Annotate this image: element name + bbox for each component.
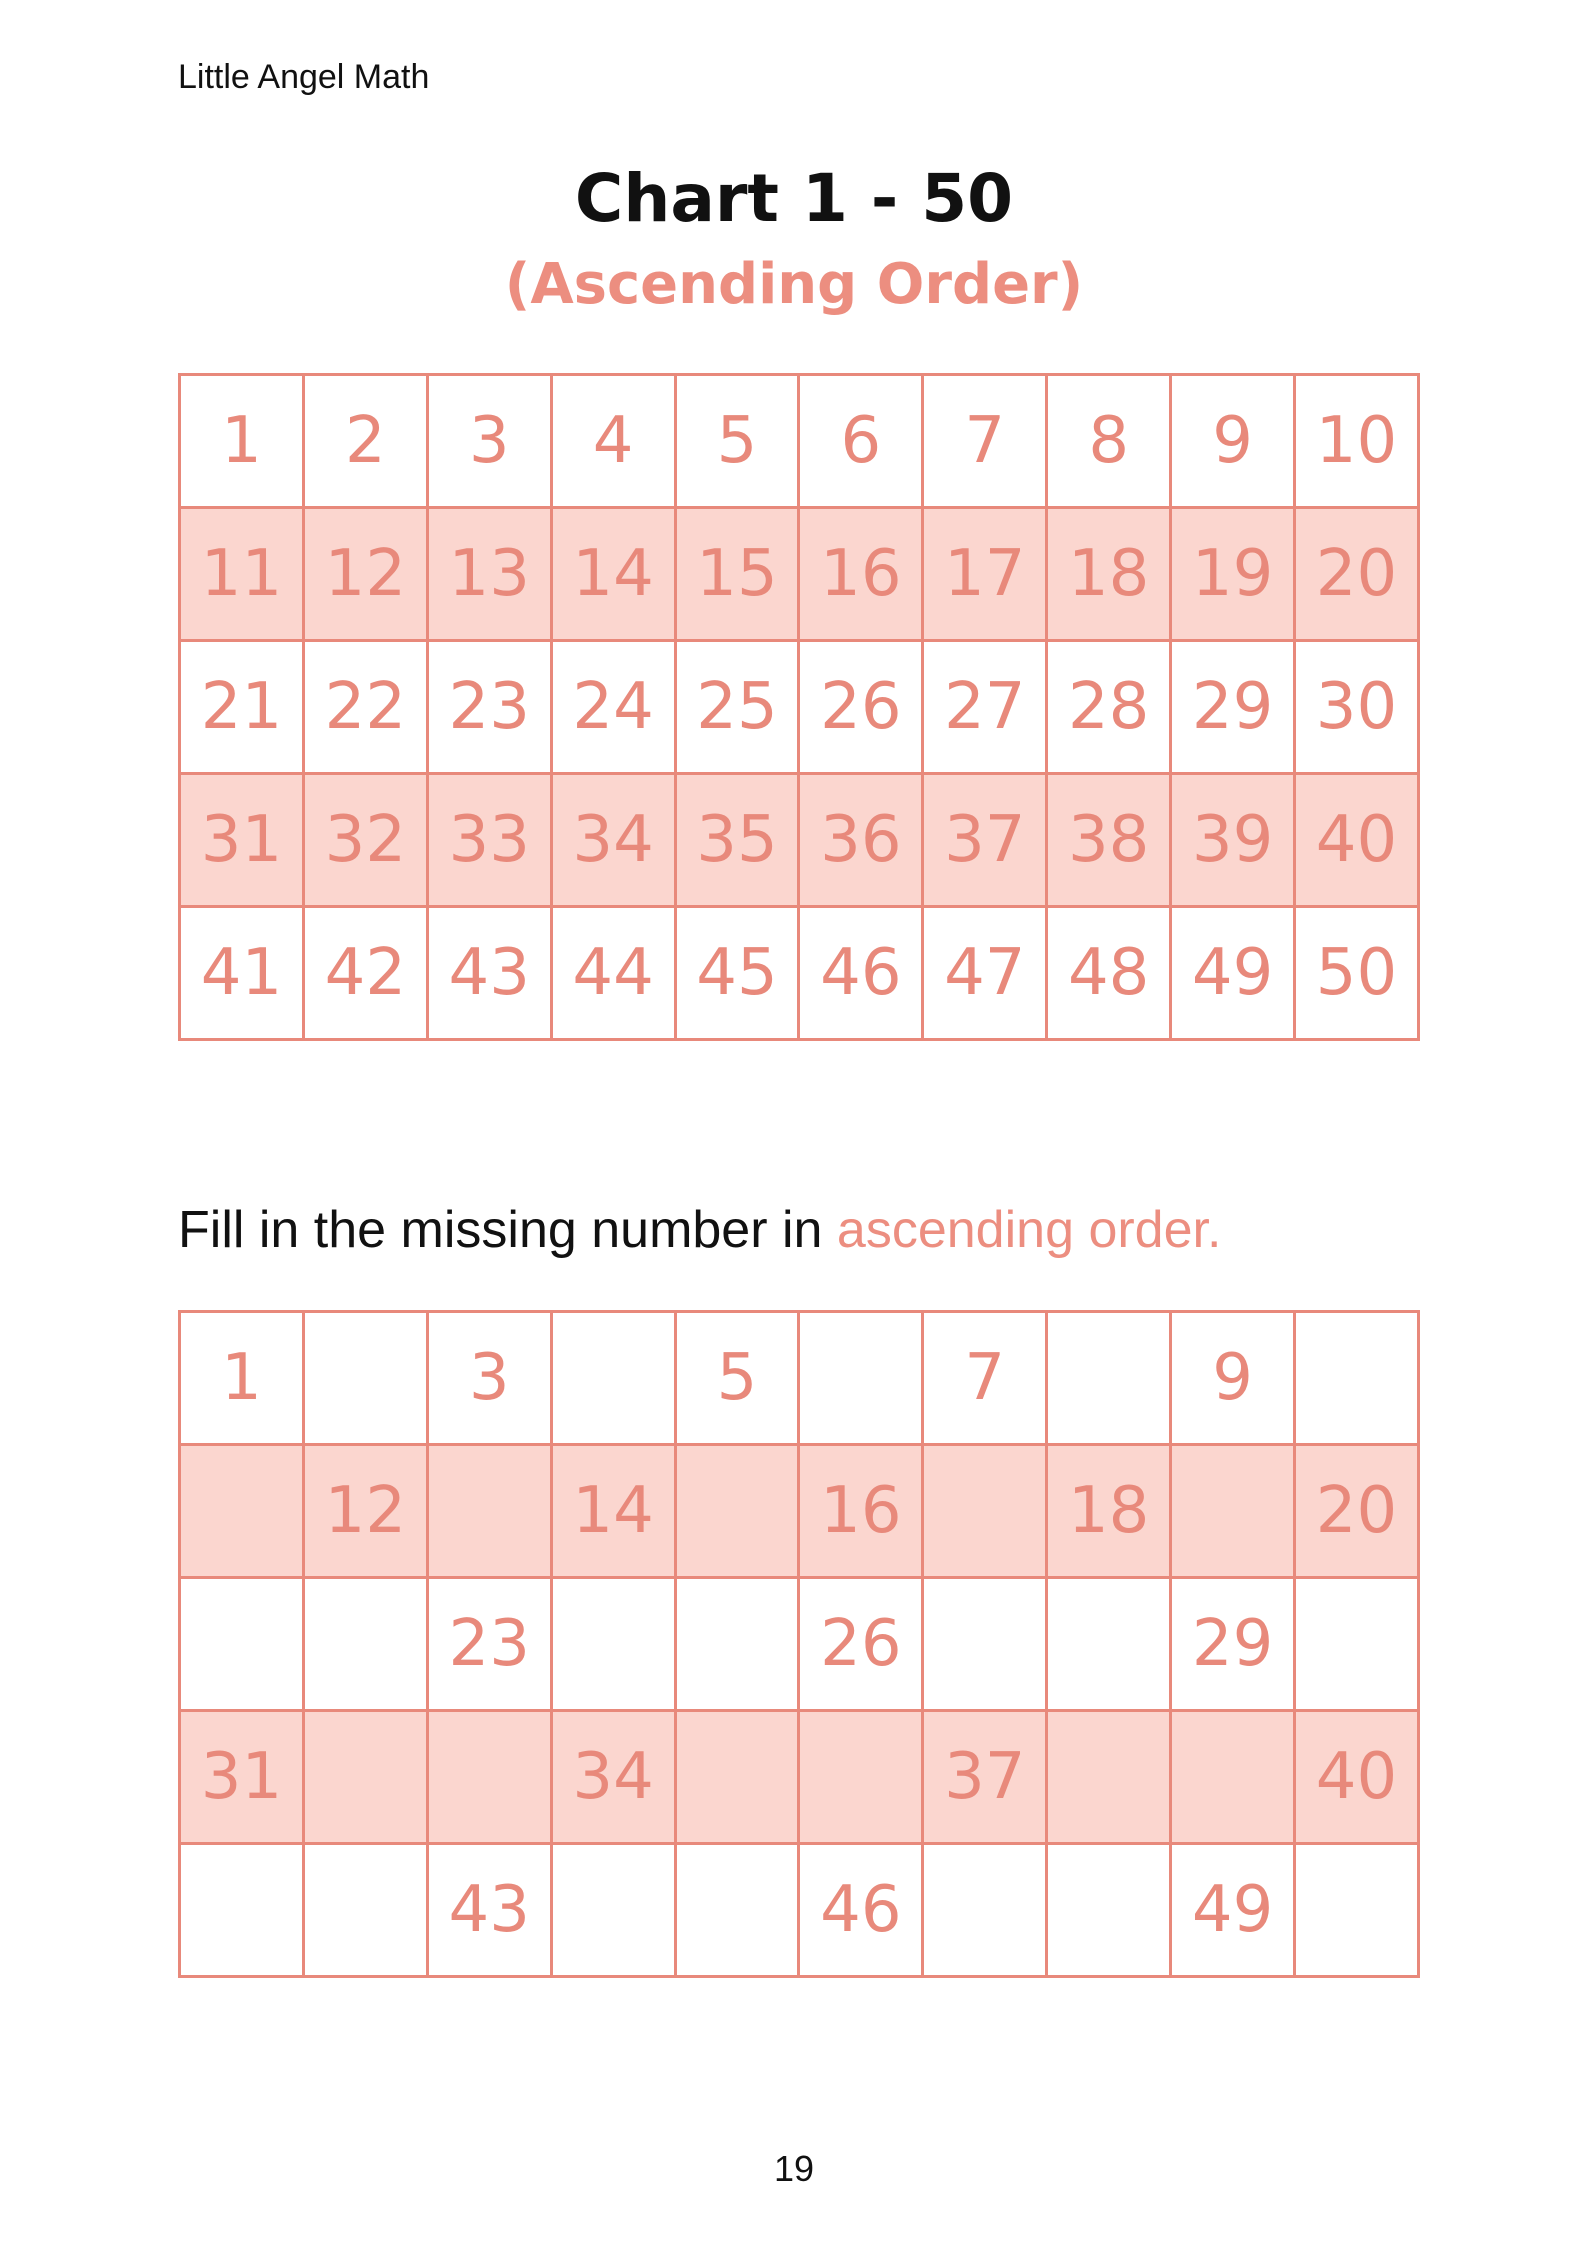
exercise-blank-cell[interactable] (1171, 1711, 1295, 1844)
chart-cell: 14 (551, 508, 675, 641)
number-chart-1-50 (178, 373, 1420, 1041)
chart-cell: 21 (180, 641, 304, 774)
chart-cell: 26 (799, 641, 923, 774)
chart-cell: 39 (1171, 774, 1295, 907)
exercise-cell: 20 (1295, 1445, 1419, 1578)
exercise-row (180, 1578, 1419, 1711)
chart-cell: 8 (1047, 375, 1171, 508)
exercise-blank-cell[interactable] (675, 1711, 799, 1844)
exercise-cell: 34 (551, 1711, 675, 1844)
chart-cell: 6 (799, 375, 923, 508)
chart-cell: 3 (427, 375, 551, 508)
exercise-cell: 37 (923, 1711, 1047, 1844)
exercise-blank-cell[interactable] (1047, 1312, 1171, 1445)
chart-cell: 15 (675, 508, 799, 641)
chart-cell: 48 (1047, 907, 1171, 1040)
chart-cell: 30 (1295, 641, 1419, 774)
exercise-blank-cell[interactable] (551, 1578, 675, 1711)
chart-row (180, 508, 1419, 641)
instruction-text: Fill in the missing number in (178, 1201, 837, 1259)
exercise-blank-cell[interactable] (1295, 1312, 1419, 1445)
fill-in-missing-grid (178, 1310, 1420, 1978)
exercise-blank-cell[interactable] (551, 1844, 675, 1977)
exercise-cell: 3 (427, 1312, 551, 1445)
exercise-cell: 14 (551, 1445, 675, 1578)
chart-row (180, 774, 1419, 907)
exercise-blank-cell[interactable] (675, 1445, 799, 1578)
exercise-blank-cell[interactable] (1171, 1445, 1295, 1578)
exercise-cell: 12 (303, 1445, 427, 1578)
exercise-cell: 29 (1171, 1578, 1295, 1711)
exercise-blank-cell[interactable] (675, 1578, 799, 1711)
chart-cell: 2 (303, 375, 427, 508)
exercise-cell: 7 (923, 1312, 1047, 1445)
chart-cell: 24 (551, 641, 675, 774)
chart-cell: 45 (675, 907, 799, 1040)
exercise-cell: 18 (1047, 1445, 1171, 1578)
exercise-blank-cell[interactable] (180, 1844, 304, 1977)
chart-cell: 27 (923, 641, 1047, 774)
exercise-cell: 31 (180, 1711, 304, 1844)
page-subtitle: (Ascending Order) (504, 252, 1084, 317)
exercise-cell: 46 (799, 1844, 923, 1977)
exercise-blank-cell[interactable] (1295, 1578, 1419, 1711)
exercise-cell: 43 (427, 1844, 551, 1977)
chart-cell: 42 (303, 907, 427, 1040)
exercise-blank-cell[interactable] (923, 1445, 1047, 1578)
exercise-blank-cell[interactable] (551, 1312, 675, 1445)
exercise-row (180, 1711, 1419, 1844)
chart-cell: 22 (303, 641, 427, 774)
chart-cell: 28 (1047, 641, 1171, 774)
chart-cell: 37 (923, 774, 1047, 907)
chart-cell: 47 (923, 907, 1047, 1040)
chart-cell: 49 (1171, 907, 1295, 1040)
exercise-blank-cell[interactable] (1047, 1711, 1171, 1844)
exercise-blank-cell[interactable] (799, 1711, 923, 1844)
exercise-cell: 23 (427, 1578, 551, 1711)
chart-cell: 33 (427, 774, 551, 907)
exercise-blank-cell[interactable] (427, 1711, 551, 1844)
chart-cell: 1 (180, 375, 304, 508)
chart-row (180, 907, 1419, 1040)
exercise-blank-cell[interactable] (675, 1844, 799, 1977)
chart-row (180, 375, 1419, 508)
chart-cell: 23 (427, 641, 551, 774)
chart-cell: 16 (799, 508, 923, 641)
chart-cell: 34 (551, 774, 675, 907)
chart-cell: 25 (675, 641, 799, 774)
exercise-blank-cell[interactable] (1047, 1578, 1171, 1711)
chart-cell: 29 (1171, 641, 1295, 774)
chart-cell: 17 (923, 508, 1047, 641)
chart-cell: 36 (799, 774, 923, 907)
exercise-cell: 5 (675, 1312, 799, 1445)
exercise-blank-cell[interactable] (180, 1445, 304, 1578)
exercise-instruction (178, 1200, 1221, 1260)
chart-cell: 40 (1295, 774, 1419, 907)
chart-cell: 32 (303, 774, 427, 907)
exercise-blank-cell[interactable] (923, 1844, 1047, 1977)
exercise-row (180, 1844, 1419, 1977)
exercise-cell: 9 (1171, 1312, 1295, 1445)
chart-cell: 9 (1171, 375, 1295, 508)
exercise-blank-cell[interactable] (427, 1445, 551, 1578)
exercise-blank-cell[interactable] (303, 1711, 427, 1844)
chart-cell: 7 (923, 375, 1047, 508)
exercise-cell: 26 (799, 1578, 923, 1711)
exercise-cell: 1 (180, 1312, 304, 1445)
chart-cell: 38 (1047, 774, 1171, 907)
chart-cell: 11 (180, 508, 304, 641)
chart-cell: 13 (427, 508, 551, 641)
chart-row (180, 641, 1419, 774)
exercise-blank-cell[interactable] (303, 1844, 427, 1977)
exercise-blank-cell[interactable] (1047, 1844, 1171, 1977)
chart-cell: 43 (427, 907, 551, 1040)
exercise-row (180, 1445, 1419, 1578)
exercise-blank-cell[interactable] (303, 1312, 427, 1445)
chart-cell: 12 (303, 508, 427, 641)
chart-cell: 35 (675, 774, 799, 907)
chart-cell: 19 (1171, 508, 1295, 641)
chart-cell: 20 (1295, 508, 1419, 641)
chart-cell: 31 (180, 774, 304, 907)
exercise-cell: 16 (799, 1445, 923, 1578)
exercise-blank-cell[interactable] (799, 1312, 923, 1445)
chart-cell: 44 (551, 907, 675, 1040)
chart-cell: 10 (1295, 375, 1419, 508)
exercise-cell: 49 (1171, 1844, 1295, 1977)
chart-cell: 4 (551, 375, 675, 508)
page-number: 19 (773, 2148, 815, 2189)
exercise-row (180, 1312, 1419, 1445)
chart-cell: 41 (180, 907, 304, 1040)
exercise-blank-cell[interactable] (1295, 1844, 1419, 1977)
exercise-blank-cell[interactable] (923, 1578, 1047, 1711)
page-title: Chart 1 - 50 (574, 160, 1014, 237)
exercise-blank-cell[interactable] (303, 1578, 427, 1711)
chart-cell: 5 (675, 375, 799, 508)
chart-cell: 46 (799, 907, 923, 1040)
chart-cell: 18 (1047, 508, 1171, 641)
exercise-cell: 40 (1295, 1711, 1419, 1844)
brand-header: Little Angel Math (178, 58, 430, 96)
exercise-blank-cell[interactable] (180, 1578, 304, 1711)
instruction-highlight: ascending order. (836, 1201, 1222, 1259)
chart-cell: 50 (1295, 907, 1419, 1040)
